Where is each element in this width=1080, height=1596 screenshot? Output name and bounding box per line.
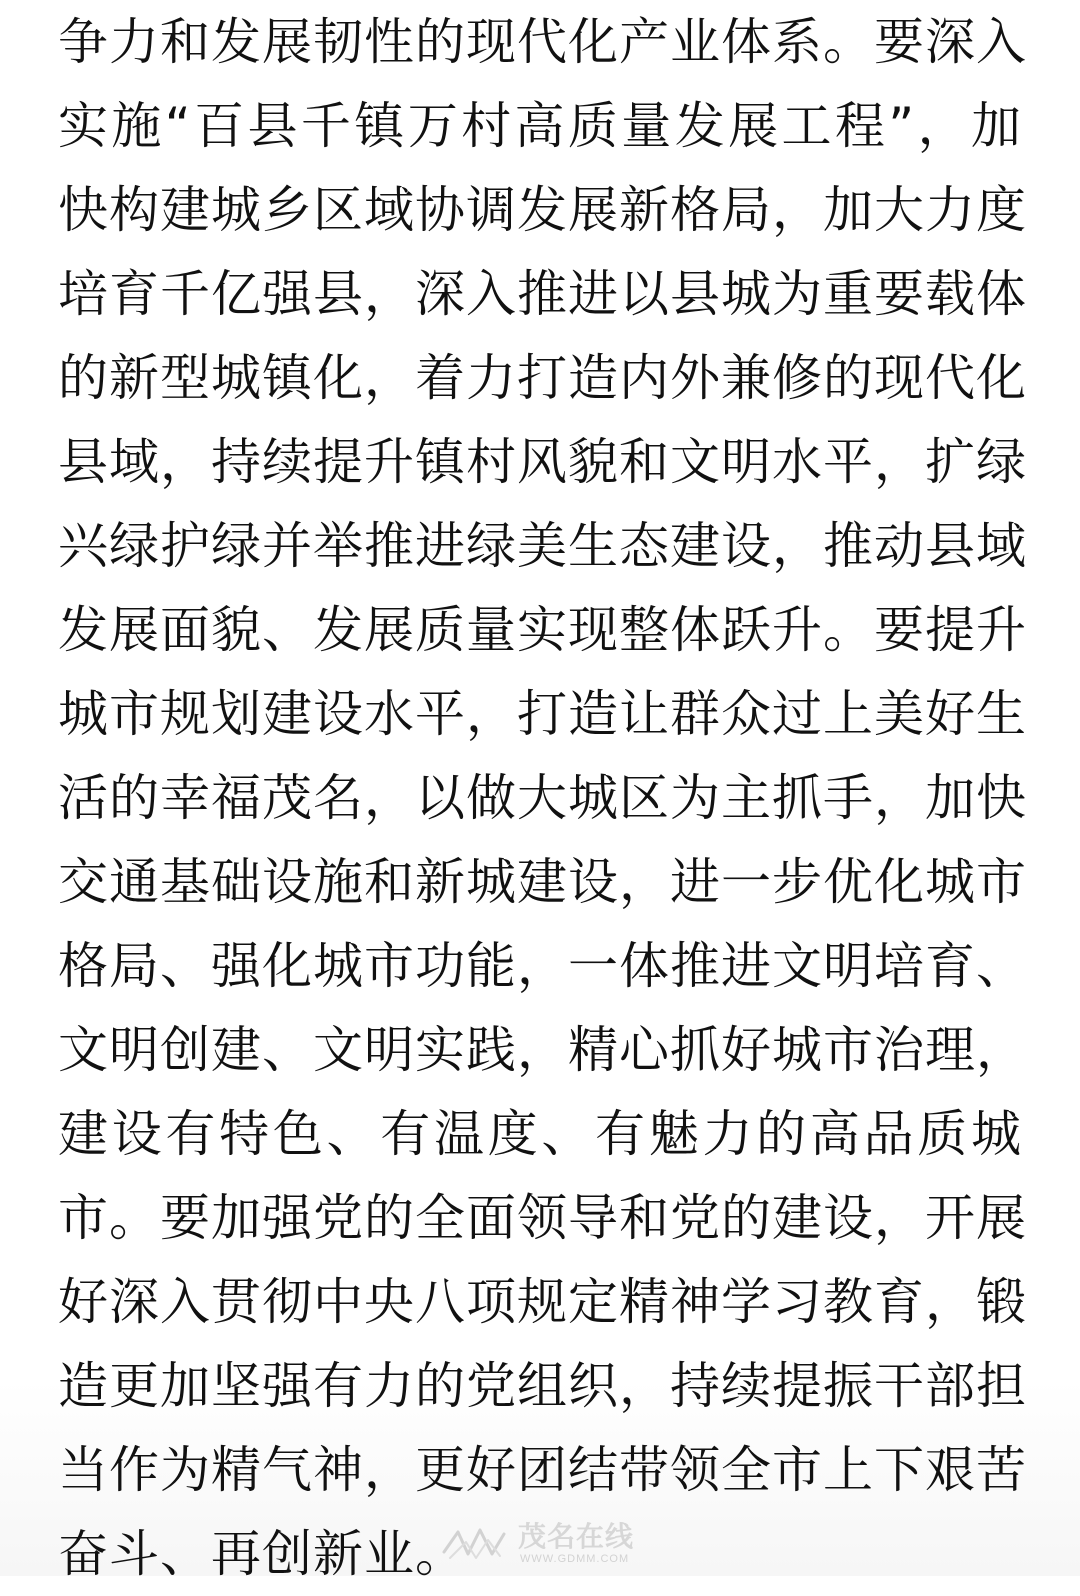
article-line: 培育千亿强县，深入推进以县城为重要载体	[58, 265, 1027, 323]
article-line: 建设有特色、有温度、有魅力的高品质城	[58, 1105, 1022, 1163]
article-line: 造更加坚强有力的党组织，持续提振干部担	[58, 1357, 1027, 1415]
article-line-last: 奋斗、再创新业。	[58, 1525, 466, 1583]
article-line: 快构建城乡区域协调发展新格局，加大力度	[58, 181, 1027, 239]
article-line: 当作为精气神，更好团结带领全市上下艰苦	[58, 1441, 1027, 1499]
article-line: 县域，持续提升镇村风貌和文明水平，扩绿	[58, 433, 1027, 491]
article-line: 争力和发展韧性的现代化产业体系。要深入	[58, 13, 1027, 71]
article-line: 活的幸福茂名，以做大城区为主抓手，加快	[58, 769, 1027, 827]
article-line: 格局、强化城市功能，一体推进文明培育、	[58, 937, 1027, 995]
watermark-site-url: WWW.GDMM.COM	[520, 1553, 630, 1565]
article-line: 交通基础设施和新城建设，进一步优化城市	[58, 853, 1027, 911]
article-line: 发展面貌、发展质量实现整体跃升。要提升	[58, 601, 1027, 659]
article-line: 兴绿护绿并举推进绿美生态建设，推动县域	[58, 517, 1027, 575]
article-line: 好深入贯彻中央八项规定精神学习教育，锻	[58, 1273, 1027, 1331]
watermark-site-name: 茂名在线	[518, 1521, 635, 1552]
article-line: 文明创建、文明实践，精心抓好城市治理，	[58, 1021, 1027, 1079]
article-line: 实施“百县千镇万村高质量发展工程”，加	[58, 97, 1022, 155]
article-line: 市。要加强党的全面领导和党的建设，开展	[58, 1189, 1027, 1247]
article-line: 城市规划建设水平，打造让群众过上美好生	[58, 685, 1027, 743]
article-body	[58, 0, 1027, 1596]
article-line: 的新型城镇化，着力打造内外兼修的现代化	[58, 349, 1027, 407]
